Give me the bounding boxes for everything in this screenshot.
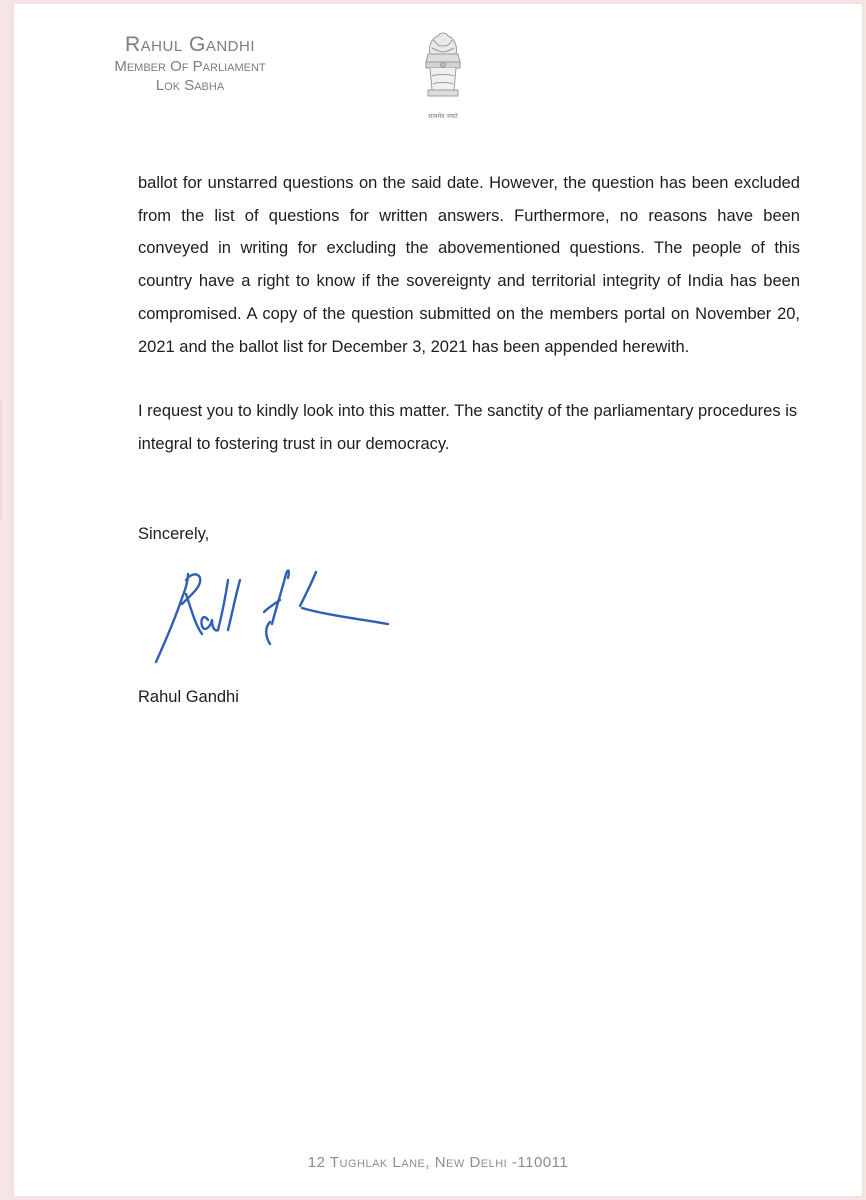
- national-emblem-icon: [416, 28, 470, 124]
- footer-address: 12 Tughlak Lane, New Delhi -110011: [307, 1154, 569, 1171]
- letterhead-title: Member Of Parliament: [114, 58, 266, 75]
- letterhead: [80, 32, 300, 96]
- letter-page: [14, 4, 862, 1196]
- signer-name: Rahul Gandhi: [138, 688, 239, 706]
- letter-body: [138, 167, 800, 461]
- letterhead-house: Lok Sabha: [155, 77, 225, 94]
- page-edge-shadow: [0, 400, 2, 520]
- body-paragraph-1: ballot for unstarred questions on the said date. However, the question has been excluded from the list of questions for written answers. Furthermore, no reasons have been conveyed in writing for excluding the abovementioned questions. The people of this country have a right to know if the sovereignty and territorial integrity of India has been compromised. A copy of the question submitted on the members portal on November 20, 2021 and the ballot list for December 3, 2021 has been appended herewith.: [138, 174, 800, 356]
- body-paragraph-2: I request you to kindly look into this matter. The sanctity of the parliamentary procedures is integral to fostering trust in our democracy.: [138, 402, 798, 453]
- letterhead-name: Rahul Gandhi: [124, 33, 256, 56]
- handwritten-signature: [152, 564, 392, 674]
- closing-salutation: Sincerely,: [138, 525, 210, 543]
- emblem-motto: सत्यमेव जयते: [428, 113, 458, 120]
